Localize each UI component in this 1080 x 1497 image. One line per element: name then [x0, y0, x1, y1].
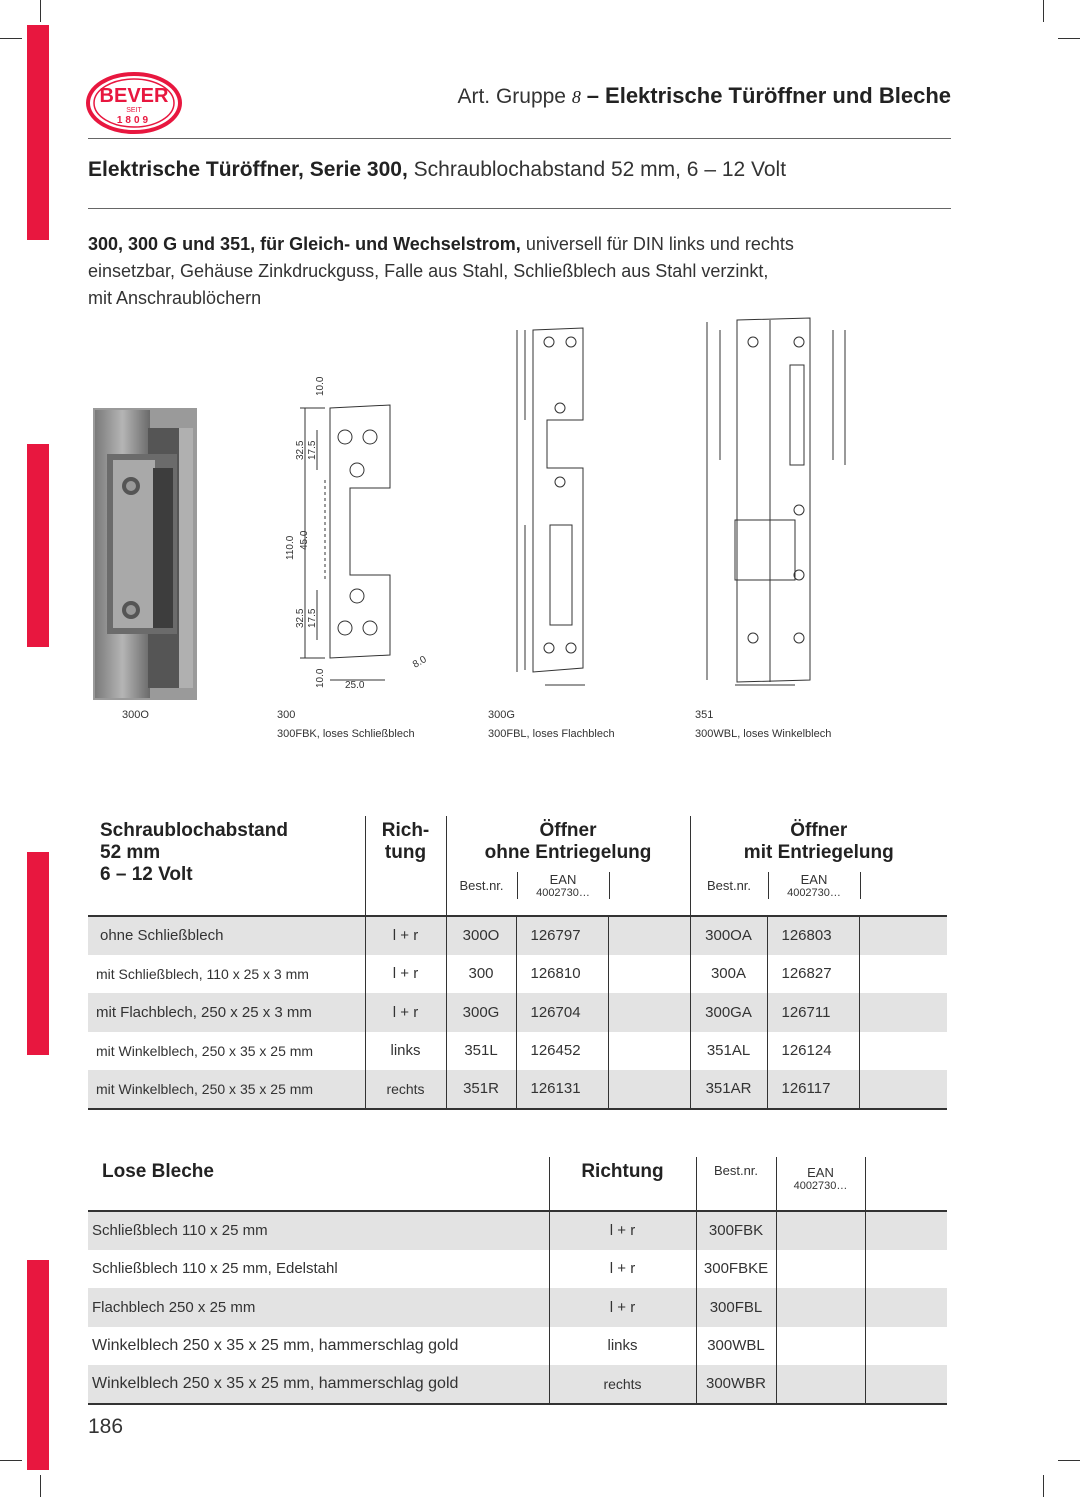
header-ean-label: EAN [807, 1165, 834, 1180]
header-text: Öffner [790, 820, 848, 841]
row-desc: Schließblech 110 x 25 mm, Edelstahl [88, 1250, 549, 1289]
header-text: mit Entriegelung [743, 842, 894, 863]
crop-mark [40, 0, 41, 22]
header-ean [776, 1157, 865, 1211]
row-blank [608, 955, 690, 994]
row-bestnr: 300A [690, 955, 767, 994]
header-ean [768, 872, 860, 899]
table-header [88, 1157, 947, 1211]
row-bestnr: 351R [446, 1070, 516, 1109]
group-prefix: Art. Gruppe [457, 85, 566, 108]
section-title-rest: Schraublochabstand 52 mm, 6 – 12 Volt [413, 158, 787, 181]
row-ean: 126797 [516, 916, 608, 955]
header-text: Rich- [381, 820, 430, 841]
header-text: tung [384, 842, 427, 863]
table-row [88, 1070, 947, 1109]
crop-mark [0, 38, 22, 39]
row-dir: l + r [549, 1250, 696, 1289]
row-desc: Winkelblech 250 x 35 x 25 mm, hammerschlag gold [88, 1327, 549, 1366]
row-blank [859, 955, 947, 994]
intro-line1: universell für DIN links und rechts [525, 234, 794, 254]
caption-model: 351 [695, 709, 714, 721]
row-desc: mit Winkelblech, 250 x 35 x 25 mm [88, 1070, 365, 1109]
row-ean: 126810 [516, 955, 608, 994]
dim-label: 45.0 [299, 530, 310, 550]
row-dir: l + r [365, 916, 446, 955]
caption-model: 300G [488, 709, 515, 721]
row-ean: 126704 [516, 993, 608, 1032]
logo-seit: SEIT [126, 107, 142, 114]
dim-label: 32.5 [295, 608, 306, 628]
header-group-without [446, 816, 690, 916]
header-col-desc [88, 816, 365, 916]
intro-line2: einsetzbar, Gehäuse Zinkdruckguss, Falle aus Stahl, Schließblech aus Stahl verzinkt, [88, 261, 769, 281]
row-dir: links [549, 1327, 696, 1366]
row-ean [776, 1365, 865, 1404]
section-title-bold: Elektrische Türöffner, Serie 300, [88, 158, 408, 181]
loose-plates-table [88, 1157, 947, 1405]
row-ean [776, 1250, 865, 1289]
row-blank [608, 993, 690, 1032]
dim-label: 17.5 [307, 440, 318, 460]
drawing-300g-flachblech [505, 300, 615, 700]
row-blank [865, 1327, 947, 1366]
row-bestnr: 300OA [690, 916, 767, 955]
crop-mark [0, 1460, 22, 1461]
row-desc: mit Winkelblech, 250 x 35 x 25 mm [88, 1032, 365, 1071]
row-blank [608, 1032, 690, 1071]
header-bestnr: Best.nr. [459, 878, 504, 893]
header-title: – Elektrische Türöffner und Bleche [586, 83, 951, 108]
caption-300 [277, 706, 415, 744]
row-bestnr: 300GA [690, 993, 767, 1032]
header-ean-label: EAN [549, 872, 577, 887]
row-ean: 126452 [516, 1032, 608, 1071]
table-row [88, 916, 947, 955]
section-title [88, 158, 951, 182]
row-bestnr: 300WBR [696, 1365, 776, 1404]
row-blank [859, 1032, 947, 1071]
row-desc: mit Flachblech, 250 x 25 x 3 mm [88, 993, 365, 1032]
row-ean [776, 1288, 865, 1327]
header-text: 6 – 12 Volt [100, 864, 193, 885]
row-bestnr: 300FBK [696, 1211, 776, 1250]
table-row [88, 955, 947, 994]
page-number: 186 [88, 1415, 124, 1438]
row-ean: 126711 [767, 993, 859, 1032]
section-rule [88, 208, 951, 209]
intro-bold: 300, 300 G und 351, für Gleich- und Wechselstrom, [88, 234, 521, 254]
table-row [88, 1250, 947, 1289]
caption-300g [488, 706, 615, 744]
row-ean: 126827 [767, 955, 859, 994]
row-desc: mit Schließblech, 110 x 25 x 3 mm [88, 955, 365, 994]
header-ean-prefix: 4002730… [793, 1180, 848, 1192]
door-opener-table [88, 816, 947, 1110]
header-text: Schraublochabstand [100, 820, 288, 841]
row-bestnr: 351AR [690, 1070, 767, 1109]
group-number: 8 [571, 87, 581, 107]
caption-sub: 300FBL, loses Flachblech [488, 728, 615, 740]
header-ean-prefix: 4002730… [787, 887, 841, 899]
drawing-300-schliessblech [275, 370, 445, 700]
caption-sub: 300WBL, loses Winkelblech [695, 728, 832, 740]
crop-mark [1043, 1475, 1044, 1497]
side-tab-4 [27, 1260, 49, 1470]
dim-label: 25.0 [345, 680, 365, 691]
side-tab-3 [27, 852, 49, 1055]
side-tab-2 [27, 444, 49, 647]
row-dir: l + r [549, 1211, 696, 1250]
product-photo-300o [93, 408, 197, 700]
row-blank [865, 1250, 947, 1289]
crop-mark [1058, 1460, 1080, 1461]
row-blank [608, 916, 690, 955]
row-ean: 126117 [767, 1070, 859, 1109]
row-ean: 126803 [767, 916, 859, 955]
header-ean-label: EAN [800, 872, 828, 887]
caption-351 [695, 706, 831, 744]
header-blank [865, 1157, 947, 1211]
dim-label: 8.0 [411, 654, 429, 671]
header-rule [88, 138, 951, 139]
dim-label: 110.0 [285, 535, 296, 560]
header-group-with [690, 816, 947, 916]
header-bestnr: Best.nr. [696, 1157, 776, 1211]
header-bestnr: Best.nr. [706, 878, 752, 893]
row-bestnr: 300WBL [696, 1327, 776, 1366]
header-col-dir [365, 816, 446, 916]
caption-300o [122, 706, 149, 725]
logo-word: BEVER [99, 85, 169, 107]
logo-year: 1809 [116, 115, 152, 126]
row-bestnr: 300FBL [696, 1288, 776, 1327]
dim-label: 32.5 [295, 440, 306, 460]
row-dir: rechts [365, 1070, 446, 1109]
row-desc: Flachblech 250 x 25 mm [88, 1288, 549, 1327]
row-ean: 126131 [516, 1070, 608, 1109]
row-dir: l + r [365, 955, 446, 994]
crop-mark [1043, 0, 1044, 22]
table-row [88, 1365, 947, 1404]
row-ean [776, 1327, 865, 1366]
caption-sub: 300FBK, loses Schließblech [277, 728, 415, 740]
table-row [88, 1288, 947, 1327]
row-bestnr: 300O [446, 916, 516, 955]
intro-line3: mit Anschraublöchern [88, 288, 262, 308]
crop-mark [1058, 38, 1080, 39]
crop-mark [40, 1475, 41, 1497]
header-text: Öffner [539, 820, 597, 841]
header-ean [517, 872, 609, 899]
table-row [88, 1327, 947, 1366]
side-tab-1 [27, 25, 49, 240]
header-richtung: Richtung [549, 1157, 696, 1211]
row-dir: l + r [549, 1288, 696, 1327]
row-bestnr: 300G [446, 993, 516, 1032]
row-blank [859, 1070, 947, 1109]
page-header [88, 83, 951, 109]
row-blank [608, 1070, 690, 1109]
header-text: 52 mm [100, 842, 161, 863]
table-row [88, 1211, 947, 1250]
row-desc: ohne Schließblech [88, 916, 365, 955]
row-blank [865, 1365, 947, 1404]
row-bestnr: 351L [446, 1032, 516, 1071]
header-lose-bleche: Lose Bleche [88, 1157, 549, 1211]
row-ean: 126124 [767, 1032, 859, 1071]
row-dir: l + r [365, 993, 446, 1032]
row-blank [859, 993, 947, 1032]
table-header [88, 816, 947, 916]
table-row [88, 1032, 947, 1071]
drawing-351-winkelblech [695, 300, 875, 700]
row-blank [859, 916, 947, 955]
caption-model: 300 [277, 709, 296, 721]
row-dir: rechts [549, 1365, 696, 1404]
table-row [88, 993, 947, 1032]
row-blank [865, 1211, 947, 1250]
dim-label: 10.0 [315, 376, 326, 396]
header-ean-prefix: 4002730… [536, 887, 590, 899]
row-bestnr: 351AL [690, 1032, 767, 1071]
row-bestnr: 300 [446, 955, 516, 994]
row-desc: Schließblech 110 x 25 mm [88, 1211, 549, 1250]
header-text: ohne Entriegelung [484, 842, 652, 863]
row-dir: links [365, 1032, 446, 1071]
dim-label: 10.0 [315, 668, 326, 688]
row-desc: Winkelblech 250 x 35 x 25 mm, hammerschlag gold [88, 1365, 549, 1404]
row-bestnr: 300FBKE [696, 1250, 776, 1289]
caption-model: 300O [122, 709, 149, 721]
dim-label: 17.5 [307, 608, 318, 628]
row-blank [865, 1288, 947, 1327]
row-ean [776, 1211, 865, 1250]
